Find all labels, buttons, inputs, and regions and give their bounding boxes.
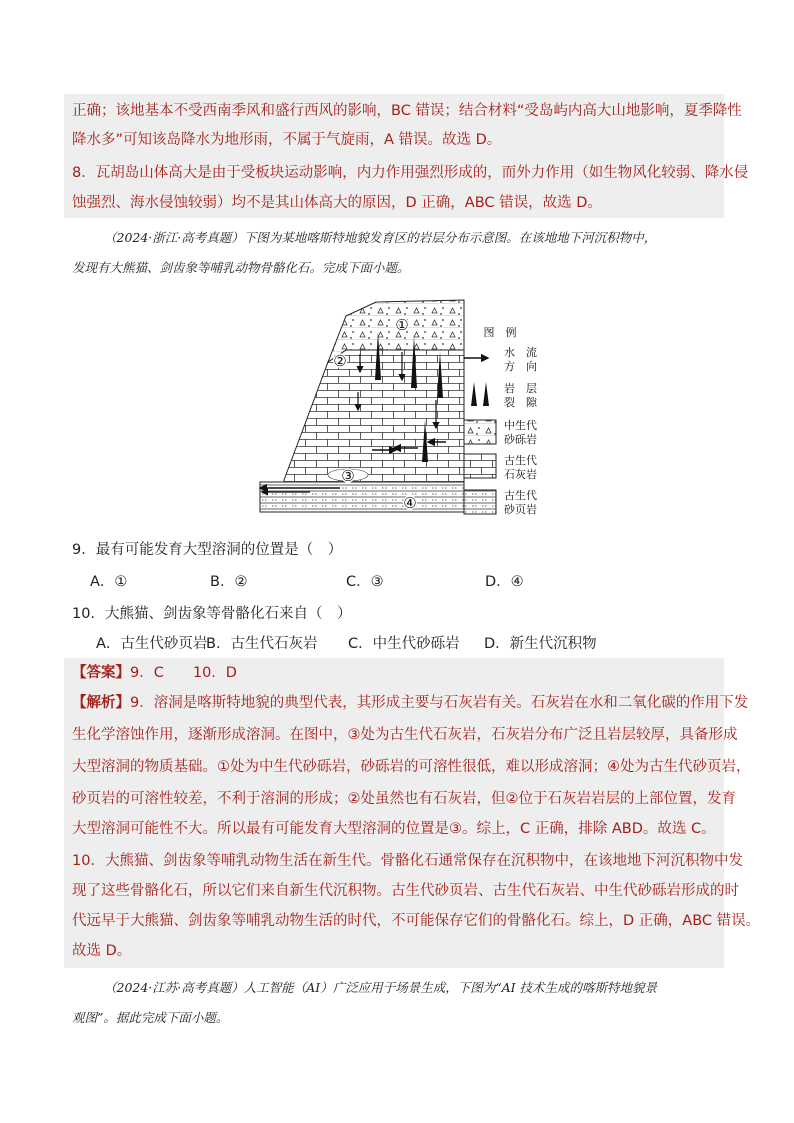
- marker-1: ①: [395, 316, 409, 334]
- legend-sandstone-line2: 砂砾岩: [504, 433, 537, 446]
- q8-analysis-line-1: 8．瓦胡岛山体高大是由于受板块运动影响，内力作用强烈形成的，而外力作用（如生物风化较弱、降水侵: [72, 165, 749, 181]
- q10-option-b[interactable]: B．古生代石灰岩: [206, 636, 318, 652]
- karst-strata-diagram: [250, 292, 550, 524]
- marker-4: ④: [403, 494, 417, 512]
- q9-option-c[interactable]: C．③: [346, 574, 384, 590]
- answer-text: 9．C 10．D: [130, 665, 237, 681]
- intro-jiangsu-line-1: （2024·江苏·高考真题）人工智能（AI）广泛应用于场景生成，下图为“AI 技术生成的喀斯特地貌景: [104, 980, 658, 995]
- intro-jiangsu-line-2: 观图”。据此完成下面小题。: [72, 1010, 229, 1025]
- answer-label: 【答案】: [72, 665, 130, 681]
- legend-limestone-swatch: [464, 454, 496, 478]
- marker-2: ②: [333, 352, 347, 370]
- legend-fissure-line1: 岩 层: [504, 382, 537, 395]
- marker-3: ③: [341, 467, 355, 485]
- analysis-top-line-2: 降水多”可知该岛降水为地形雨，不属于气旋雨，A 错误。故选 D。: [72, 132, 502, 148]
- answer-line: [72, 662, 237, 684]
- analysis-text-1: 9．溶洞是喀斯特地貌的典型代表，其形成主要与石灰岩有关。石灰岩在水和二氧化碳的作用下发: [130, 695, 749, 711]
- q10-stem: 10．大熊猫、剑齿象等骨骼化石来自（ ）: [72, 606, 352, 622]
- q9-option-a[interactable]: A．①: [90, 574, 128, 590]
- legend-limestone-line2: 石灰岩: [504, 468, 537, 481]
- q9-option-b[interactable]: B．②: [210, 574, 248, 590]
- analysis-line-2: 生化学溶蚀作用，逐渐形成溶洞。在图中，③处为古生代石灰岩，石灰岩分布广泛且岩层较厚，具备形成: [72, 727, 738, 743]
- analysis-line-6: 10．大熊猫、剑齿象等哺乳动物生活在新生代。骨骼化石通常保存在沉积物中，在该地地下河沉积物中发: [72, 853, 743, 869]
- analysis-line-7: 现了这些骨骼化石，所以它们来自新生代沉积物。古生代砂页岩、古生代石灰岩、中生代砂砾岩形成的时: [72, 883, 739, 899]
- analysis-line-3: 大型溶洞的物质基础。①处为中生代砂砾岩，砂砾岩的可溶性很低，难以形成溶洞；④处为古生代砂页岩，: [72, 759, 751, 775]
- intro-zhejiang-line-1: （2024·浙江·高考真题）下图为某地喀斯特地貌发育区的岩层分布示意图。在该地地下河沉积物中，: [104, 230, 657, 245]
- q10-option-a[interactable]: A．古生代砂页岩: [96, 636, 208, 652]
- analysis-line-9: 故选 D。: [72, 943, 132, 959]
- legend-shale-swatch: [464, 490, 496, 514]
- analysis-top-line-1: 正确；该地基本不受西南季风和盛行西风的影响，BC 错误；结合材料“受岛屿内高大山地影响，夏季降性: [72, 103, 742, 119]
- legend-flow-line1: 水 流: [504, 346, 537, 359]
- legend-title: 图 例: [483, 326, 517, 339]
- legend-sandstone-swatch: [464, 420, 496, 444]
- legend-fissure-line2: 裂 隙: [504, 396, 537, 409]
- analysis-line-4: 砂页岩的可溶性较差，不利于溶洞的形成；②处虽然也有石灰岩，但②位于石灰岩岩层的上部位置，发育: [72, 791, 736, 807]
- q8-analysis-line-2: 蚀强烈、海水侵蚀较弱）均不是其山体高大的原因，D 正确，ABC 错误，故选 D。: [72, 195, 602, 211]
- q10-option-d[interactable]: D．新生代沉积物: [484, 636, 597, 652]
- analysis-label: 【解析】: [72, 695, 130, 711]
- analysis-line-5: 大型溶洞可能性不大。所以最有可能发育大型溶洞的位置是③。综上，C 正确，排除 ABD。故选 C。: [72, 821, 716, 837]
- q9-option-d[interactable]: D．④: [485, 574, 524, 590]
- analysis-line-1: [72, 692, 748, 714]
- q9-stem: 9．最有可能发育大型溶洞的位置是（ ）: [72, 542, 343, 558]
- q10-option-c[interactable]: C．中生代砂砾岩: [348, 636, 460, 652]
- legend-flow-line2: 方 向: [504, 360, 537, 373]
- legend-shale-line1: 古生代: [504, 489, 537, 502]
- legend-shale-line2: 砂页岩: [504, 503, 537, 516]
- legend-limestone-line1: 古生代: [504, 454, 537, 467]
- intro-zhejiang-line-2: 发现有大熊猫、剑齿象等哺乳动物骨骼化石。完成下面小题。: [72, 260, 410, 275]
- legend-sandstone-line1: 中生代: [504, 419, 537, 432]
- analysis-line-8: 代远早于大熊猫、剑齿象等哺乳动物生活的时代，不可能保存它们的骨骼化石。综上，D 正确，ABC 错误。: [72, 913, 761, 929]
- legend-fissure-icon: [471, 382, 477, 406]
